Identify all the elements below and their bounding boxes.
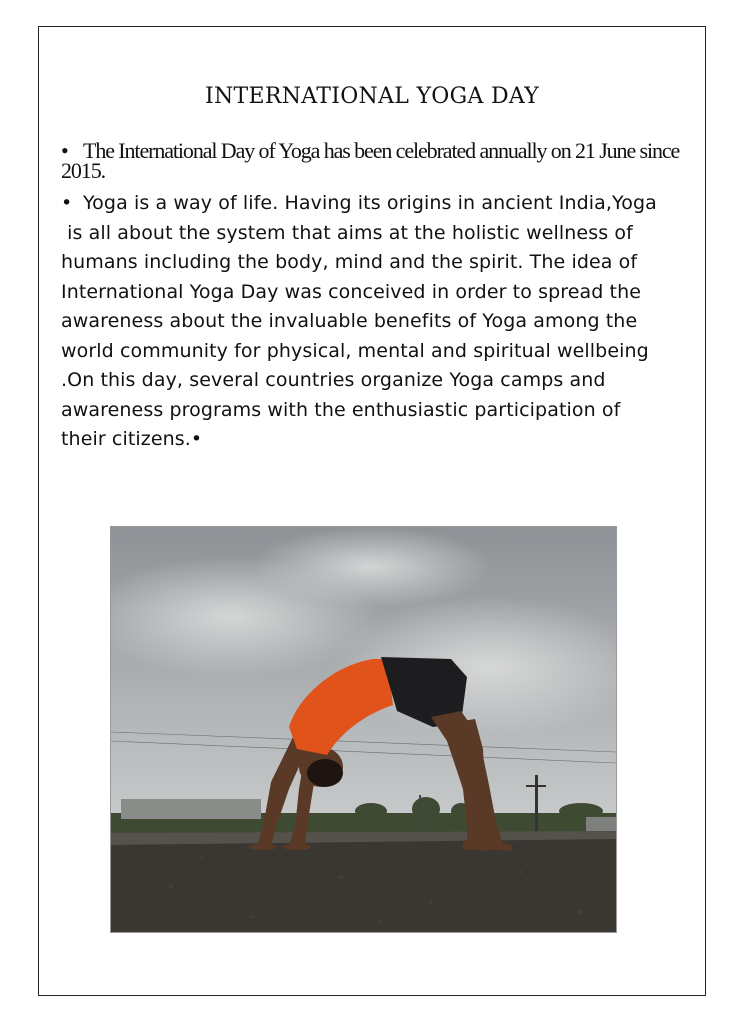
- bullet-line: their citizens.•: [61, 428, 203, 450]
- bullet-marker: •: [61, 192, 73, 214]
- bullet-line: awareness about the invaluable benefits of Yoga among the: [61, 310, 638, 332]
- yoga-photo: [110, 526, 617, 933]
- bullet-line: humans including the body, mind and the spirit. The idea of: [61, 251, 638, 273]
- bullet-item-2: [61, 189, 701, 455]
- bullet-item-1: [61, 138, 681, 183]
- bullet-text: The International Day of Yoga has been celebrated annually on 21 June since 2015.: [61, 138, 680, 183]
- yoga-backbend-photo-icon: [111, 527, 616, 932]
- document-page: [38, 26, 706, 996]
- road: [111, 831, 616, 932]
- bullet-line: .On this day, several countries organize Yoga camps and: [61, 369, 606, 391]
- bullet-line: awareness programs with the enthusiastic participation of: [61, 398, 621, 421]
- page-title: INTERNATIONAL YOGA DAY: [204, 84, 540, 109]
- bullet-marker: •: [61, 138, 68, 163]
- bullet-line: world community for physical, mental and spiritual wellbeing: [61, 339, 649, 362]
- bullet-line: International Yoga Day was conceived in order to spread the: [61, 280, 642, 303]
- bullet-line: • Yoga is a way of life. Having its origins in ancient India,Yoga: [61, 189, 701, 219]
- bullet-line: is all about the system that aims at the holistic wellness of: [61, 221, 633, 244]
